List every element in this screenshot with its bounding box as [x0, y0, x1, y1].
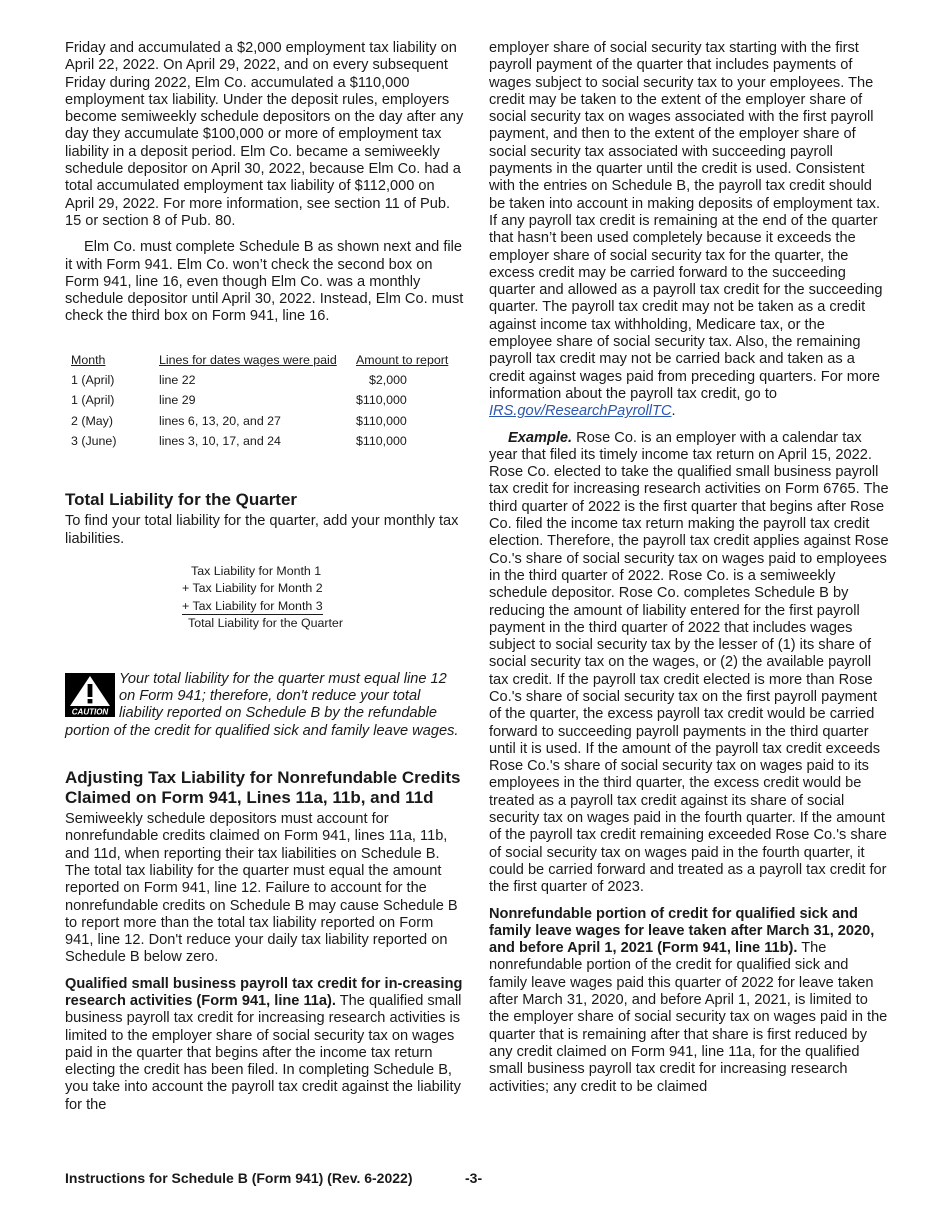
table-row [71, 412, 456, 432]
table-row [71, 432, 456, 452]
left-column [65, 40, 465, 1123]
cell-lines: lines 6, 13, 20, and 27 [159, 413, 281, 428]
cell-month: 3 (June) [71, 433, 117, 448]
qsb-paragraph [65, 976, 465, 1114]
sum-line-month-2: + Tax Liability for Month 2 [182, 581, 323, 596]
elm-co-paragraph-1: Friday and accumulated a $2,000 employment tax liability on April 22, 2022. On April 29, 2022, and on every subsequent Friday during 2022, Elm Co. accumulated a $110,000 employment tax liability. Under the deposit rules, employers become semiweekly schedule depositors on the day after any day they accumulate $100,000 or more of employment tax liability in a deposit period. Elm Co. became a semiweekly schedule depositor on April 30, 2022, because Elm Co. had a total accumulated employment tax liability of $112,000 on April 29, 2022. For more information, see section 11 of Pub. 15 or section 8 of Pub. 80. [65, 40, 464, 229]
qsb-heading: Qualified small business payroll tax credit for in-creasing research activities (Form 941, line 11a). [65, 975, 463, 1009]
nonrefundable-heading: Nonrefundable portion of credit for qualified sick and family leave wages for leave taken after March 31, 2020, and before April 1, 2021 (Form 941, line 11b). [489, 905, 875, 957]
caution-text: Your total liability for the quarter must equal line 12 on Form 941; therefore, don't reduce your total liability reported on Schedule B by the refundable portion of the credit for qualified sick and family leave wages. [65, 670, 459, 739]
cell-amount: $110,000 [356, 433, 407, 448]
header-lines: Lines for dates wages were paid [159, 352, 337, 367]
liability-table [71, 352, 456, 452]
irs-research-payroll-link[interactable]: IRS.gov/ResearchPayrollTC [489, 403, 672, 420]
elm-co-paragraph-2: Elm Co. must complete Schedule B as shown next and file it with Form 941. Elm Co. won’t check the second box on Form 941, line 16, even though Elm Co. was a monthly schedule depositor until April 30, 2022. Instead, Elm Co. must check the third box on Form 941, line 16. [65, 239, 464, 325]
cell-month: 2 (May) [71, 413, 113, 428]
total-liability-paragraph: To find your total liability for the quarter, add your monthly tax liabilities. [65, 513, 459, 547]
sum-line-month-1: Tax Liability for Month 1 [191, 563, 322, 578]
cell-month: 1 (April) [71, 373, 115, 388]
cell-amount: $110,000 [356, 413, 407, 428]
example-label: Example. [508, 429, 573, 446]
adjusting-heading: Adjusting Tax Liability for Nonrefundable Credits Claimed on Form 941, Lines 11a, 11b, and 11d [65, 768, 461, 808]
payroll-credit-paragraph [489, 40, 889, 421]
sum-line-total: Total Liability for the Quarter [188, 616, 343, 631]
payroll-credit-period: . [671, 403, 676, 420]
caution-label: CAUTION [71, 707, 109, 717]
cell-amount: $110,000 [356, 393, 407, 408]
footer-title: Instructions for Schedule B (Form 941) (Rev. 6-2022) [65, 1170, 413, 1186]
nonrefundable-paragraph [489, 906, 889, 1096]
qsb-text: The qualified small business payroll tax credit for increasing research activities is limited to the employer share of social security tax on wages paid in the quarter that begins after the income tax return electing the credit has been filed. In completing Schedule B, you take into account the payroll tax credit against the liability for the [65, 992, 462, 1113]
total-liability-heading: Total Liability for the Quarter [65, 490, 298, 510]
nonrefundable-text: The nonrefundable portion of the credit for qualified sick and family leave wages paid this quarter of 2022 for leave taken after March 31, 2020, and before April 1, 2021, is limited to the employer share of social security tax on wages paid in the quarter that is remaining after that share is first reduced by any credit claimed on Form 941, line 11a, for the qualified small business payroll tax credit for increasing research activities; any credit to be claimed [489, 940, 888, 1095]
sum-line-month-3: + Tax Liability for Month 3 [182, 598, 323, 613]
header-amount: Amount to report [356, 352, 449, 367]
table-header-row [71, 352, 456, 371]
cell-lines: lines 3, 10, 17, and 24 [159, 433, 281, 448]
page-number: -3- [465, 1170, 483, 1186]
adjusting-paragraph: Semiweekly schedule depositors must account for nonrefundable credits claimed on Form 941, lines 11a, 11b, and 11d, when reporting their tax liabilities on Schedule B. The total tax liability for the quarter must equal the amount reported on Form 941, line 12. Failure to account for the nonrefundable credits on Schedule B may cause Schedule B to report more than the total tax liability reported on Form 941, line 12. Don't reduce your daily tax liability reported on Schedule B below zero. [65, 811, 458, 966]
table-row [71, 371, 456, 391]
example-text: Rose Co. is an employer with a calendar tax year that filed its timely income tax return on April 15, 2022. Rose Co. elected to take the qualified small business payroll tax credit for increasing research activities on Form 6765. The third quarter of 2022 is the first quarter that begins after Rose Co. filed the income tax return making the payroll tax credit election. Therefore, the payroll tax credit applies against Rose Co.'s share of social security tax on wages paid to employees in the third quarter of 2022. Rose Co. is a semiweekly schedule depositor. Rose Co. completes Schedule B by reducing the amount of liability entered for the first payroll payment in the third quarter of 2022 that includes wages subject to social security tax by the lesser of (1) its share of social security tax on the wages, or (2) the available payroll tax credit. If the payroll tax credit elected is more than Rose Co.'s share of social security tax on the first payroll payment of the quarter, the excess payroll tax credit would be carried forward to succeeding payroll payments in the third quarter until it is used. If the amount of the payroll tax credit exceeds Rose Co.'s share of social security tax on wages paid to its employees in the third quarter, the excess credit would be treated as a payroll tax credit against its share of social security tax on wages paid in the fourth quarter. If the amount of the payroll tax credit remaining exceeded Rose Co.'s share of social security tax on wages paid in the fourth quarter, it could be carried forward and treated as a payroll tax credit for the first quarter of 2023. [489, 429, 889, 896]
caution-icon [65, 673, 115, 717]
cell-lines: line 29 [159, 393, 196, 408]
cell-amount: $2,000 [369, 373, 407, 388]
liability-sum-block [182, 563, 465, 633]
cell-month: 1 (April) [71, 393, 115, 408]
rose-co-example-paragraph [489, 430, 889, 897]
right-column [489, 40, 889, 1105]
cell-lines: line 22 [159, 373, 196, 388]
table-row [71, 391, 456, 411]
header-month: Month [71, 352, 106, 367]
payroll-credit-text: employer share of social security tax starting with the first payroll payment of the quarter that includes payments of wages subject to social security tax to your employees. The credit may be taken to the extent of the employer share of social security tax on wages associated with the first payroll payment, and then to the extent of the employer share of social security tax associated with succeeding payroll payments in the quarter until the credit is used. Consistent with the entries on Schedule B, the payroll tax credit should be taken into account in making deposits of employment tax. If any payroll tax credit is remaining at the end of the quarter that hasn’t been used completely because it exceeds the employer share of social security tax for the quarter, the excess credit may be carried forward to the succeeding quarter and allowed as a payroll tax credit for the succeeding quarter. The payroll tax credit may not be taken as a credit against income tax withholding, Medicare tax, or the employee share of social security tax. Also, the remaining payroll tax credit may not be carried back and taken as a credit against wages paid from preceding quarters. For more information about the payroll tax credit, go to [489, 40, 883, 402]
caution-note [65, 671, 465, 740]
